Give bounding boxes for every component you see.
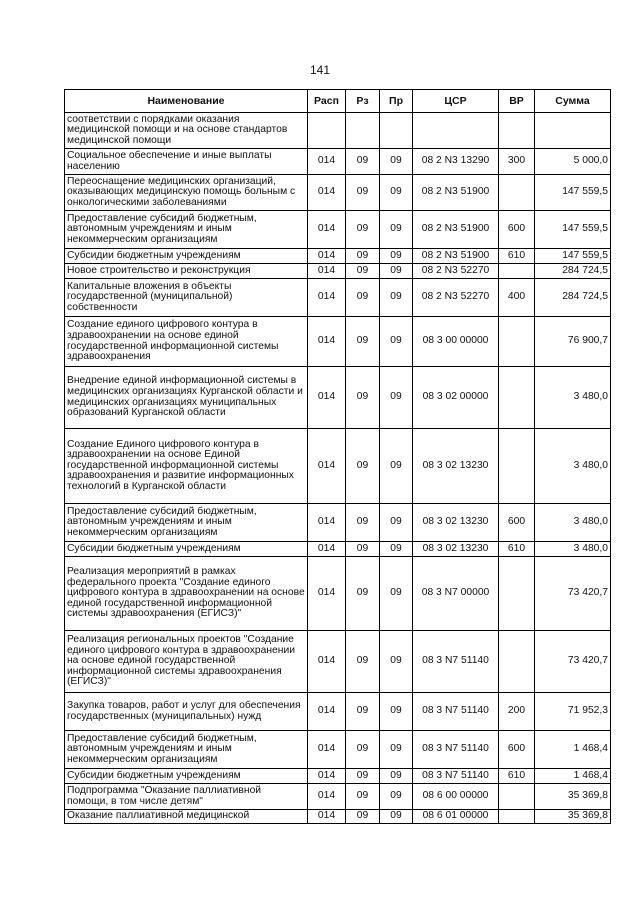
cell-pr: 09 [380,279,413,317]
cell-csr: 08 3 N7 51140 [413,731,499,769]
cell-rz: 09 [346,504,380,542]
cell-name: Оказание паллиативной медицинской [65,810,308,824]
cell-vr [499,317,535,367]
cell-rasp: 014 [308,810,346,824]
cell-vr: 200 [499,693,535,731]
header-rasp: Расп [308,90,346,113]
cell-pr: 09 [380,731,413,769]
cell-csr: 08 3 N7 00000 [413,557,499,631]
table-row [65,693,611,731]
cell-rz: 09 [346,769,380,784]
table-row [65,784,611,810]
cell-pr [380,113,413,149]
table-row [65,504,611,542]
cell-vr: 600 [499,504,535,542]
cell-name: Переоснащение медицинских организаций, оказывающих медицинскую помощь больным с онкологическими заболеваниями [65,175,308,211]
cell-vr: 600 [499,211,535,249]
cell-name: Подпрограмма "Оказание паллиативной помощи, в том числе детям" [65,784,308,810]
cell-sum: 73 420,7 [535,557,611,631]
table-row [65,317,611,367]
cell-rz: 09 [346,693,380,731]
cell-sum: 1 468,4 [535,731,611,769]
cell-name: Предоставление субсидий бюджетным, автономным учреждениям и иным некоммерческим организациям [65,504,308,542]
cell-rz: 09 [346,784,380,810]
table-row [65,211,611,249]
cell-vr [499,631,535,693]
cell-name: Капитальные вложения в объекты государственной (муниципальной) собственности [65,279,308,317]
cell-pr: 09 [380,264,413,279]
cell-vr: 400 [499,279,535,317]
cell-pr: 09 [380,542,413,557]
table-row [65,429,611,504]
cell-rasp: 014 [308,211,346,249]
cell-csr: 08 2 N3 51900 [413,249,499,264]
cell-rasp: 014 [308,175,346,211]
cell-rasp: 014 [308,542,346,557]
cell-pr: 09 [380,693,413,731]
table-row [65,631,611,693]
cell-sum: 3 480,0 [535,542,611,557]
cell-rasp: 014 [308,249,346,264]
cell-pr: 09 [380,211,413,249]
cell-sum: 5 000,0 [535,149,611,175]
cell-pr: 09 [380,784,413,810]
cell-rasp: 014 [308,317,346,367]
cell-rz: 09 [346,631,380,693]
cell-rasp: 014 [308,631,346,693]
table-row [65,149,611,175]
cell-name: Предоставление субсидий бюджетным, автономным учреждениям и иным некоммерческим организациям [65,211,308,249]
cell-csr: 08 3 02 00000 [413,367,499,429]
cell-sum: 147 559,5 [535,211,611,249]
cell-sum: 35 369,8 [535,784,611,810]
cell-csr: 08 6 01 00000 [413,810,499,824]
cell-rasp [308,113,346,149]
cell-csr: 08 3 N7 51140 [413,631,499,693]
cell-sum: 284 724,5 [535,279,611,317]
cell-vr: 610 [499,769,535,784]
cell-name: Субсидии бюджетным учреждениям [65,769,308,784]
header-sum: Сумма [535,90,611,113]
header-name: Наименование [65,90,308,113]
cell-pr: 09 [380,317,413,367]
table-row [65,175,611,211]
cell-csr: 08 3 02 13230 [413,429,499,504]
cell-name: Закупка товаров, работ и услуг для обеспечения государственных (муниципальных) нужд [65,693,308,731]
cell-rz: 09 [346,279,380,317]
table-row [65,113,611,149]
cell-vr [499,557,535,631]
cell-rasp: 014 [308,367,346,429]
header-row [65,90,611,113]
cell-vr [499,264,535,279]
cell-pr: 09 [380,429,413,504]
table-row [65,279,611,317]
cell-vr: 300 [499,149,535,175]
cell-csr: 08 2 N3 51900 [413,211,499,249]
header-rz: Рз [346,90,380,113]
cell-csr: 08 2 N3 51900 [413,175,499,211]
cell-rasp: 014 [308,693,346,731]
cell-vr [499,810,535,824]
cell-pr: 09 [380,769,413,784]
cell-sum: 3 480,0 [535,429,611,504]
cell-name: соответствии с порядками оказания медицинской помощи и на основе стандартов медицинской помощи [65,113,308,149]
table-row [65,249,611,264]
cell-name: Социальное обеспечение и иные выплаты населению [65,149,308,175]
cell-csr: 08 3 N7 51140 [413,769,499,784]
header-csr: ЦСР [413,90,499,113]
cell-rasp: 014 [308,769,346,784]
cell-rasp: 014 [308,264,346,279]
table-row [65,557,611,631]
table-row [65,769,611,784]
page-number: 141 [309,63,331,77]
cell-csr [413,113,499,149]
header-vr: ВР [499,90,535,113]
cell-rz: 09 [346,211,380,249]
cell-vr [499,367,535,429]
cell-rz: 09 [346,542,380,557]
cell-rasp: 014 [308,504,346,542]
cell-vr [499,784,535,810]
cell-csr: 08 2 N3 52270 [413,264,499,279]
cell-csr: 08 3 02 13230 [413,542,499,557]
cell-pr: 09 [380,149,413,175]
cell-rz: 09 [346,264,380,279]
cell-rz: 09 [346,249,380,264]
cell-rz: 09 [346,429,380,504]
cell-csr: 08 2 N3 52270 [413,279,499,317]
cell-pr: 09 [380,249,413,264]
cell-name: Новое строительство и реконструкция [65,264,308,279]
cell-sum: 1 468,4 [535,769,611,784]
cell-pr: 09 [380,504,413,542]
table-body [65,113,611,824]
cell-pr: 09 [380,557,413,631]
cell-rz: 09 [346,810,380,824]
cell-sum: 3 480,0 [535,504,611,542]
table-row [65,731,611,769]
cell-vr: 610 [499,542,535,557]
cell-rz: 09 [346,557,380,631]
cell-rz: 09 [346,149,380,175]
table-row [65,264,611,279]
cell-sum: 147 559,5 [535,249,611,264]
table-row [65,367,611,429]
cell-rasp: 014 [308,784,346,810]
cell-rz: 09 [346,317,380,367]
cell-sum: 76 900,7 [535,317,611,367]
cell-sum [535,113,611,149]
cell-sum: 284 724,5 [535,264,611,279]
cell-csr: 08 3 02 13230 [413,504,499,542]
budget-table [64,89,611,824]
cell-csr: 08 6 00 00000 [413,784,499,810]
cell-vr [499,175,535,211]
cell-pr: 09 [380,631,413,693]
cell-rasp: 014 [308,557,346,631]
cell-sum: 147 559,5 [535,175,611,211]
cell-name: Внедрение единой информационной системы в медицинских организациях Курганской области и медицинских организациях муниципальных образований Курганской области [65,367,308,429]
cell-sum: 35 369,8 [535,810,611,824]
cell-vr: 610 [499,249,535,264]
cell-vr: 600 [499,731,535,769]
cell-name: Предоставление субсидий бюджетным, автономным учреждениям и иным некоммерческим организациям [65,731,308,769]
cell-rasp: 014 [308,731,346,769]
cell-name: Создание Единого цифрового контура в здравоохранении на основе Единой государственной информационной системы здравоохранения и развитие информационных технологий в Курганской области [65,429,308,504]
cell-rz: 09 [346,175,380,211]
cell-pr: 09 [380,367,413,429]
cell-pr: 09 [380,810,413,824]
cell-name: Реализация региональных проектов "Создание единого цифрового контура в здравоохранении на основе единой государственной информационной системы здравоохранения (ЕГИСЗ)" [65,631,308,693]
table-row [65,542,611,557]
cell-name: Субсидии бюджетным учреждениям [65,542,308,557]
cell-name: Создание единого цифрового контура в здравоохранении на основе единой государственной информационной системы здравоохранения [65,317,308,367]
cell-csr: 08 2 N3 13290 [413,149,499,175]
header-pr: Пр [380,90,413,113]
table-row [65,810,611,824]
cell-sum: 3 480,0 [535,367,611,429]
cell-name: Субсидии бюджетным учреждениям [65,249,308,264]
cell-rasp: 014 [308,429,346,504]
cell-sum: 73 420,7 [535,631,611,693]
cell-sum: 71 952,3 [535,693,611,731]
cell-vr [499,113,535,149]
cell-csr: 08 3 00 00000 [413,317,499,367]
cell-rasp: 014 [308,149,346,175]
cell-name: Реализация мероприятий в рамках федерального проекта "Создание единого цифрового контура в здравоохранении на основе единой государственной информационной системы здравоохранения (ЕГИСЗ)" [65,557,308,631]
cell-rz: 09 [346,731,380,769]
cell-rz [346,113,380,149]
cell-rasp: 014 [308,279,346,317]
cell-vr [499,429,535,504]
cell-pr: 09 [380,175,413,211]
cell-rz: 09 [346,367,380,429]
cell-csr: 08 3 N7 51140 [413,693,499,731]
